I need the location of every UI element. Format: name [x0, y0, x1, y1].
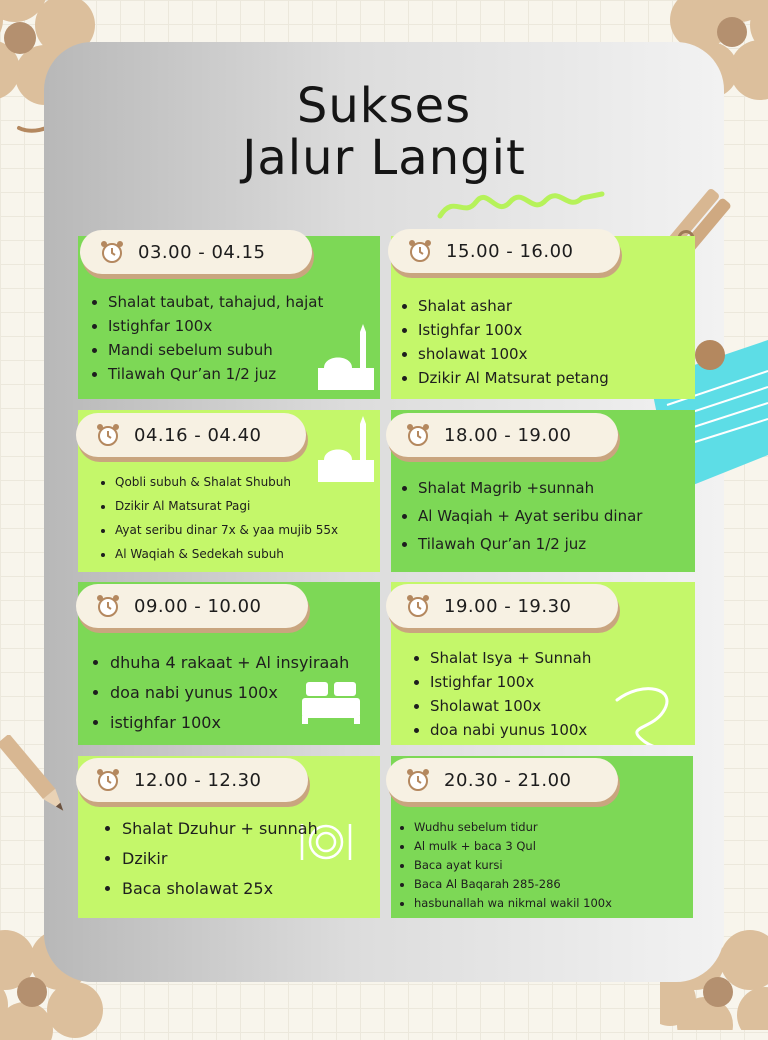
- activity-list: [86, 648, 402, 738]
- activity-list: [394, 474, 716, 558]
- time-range: 15.00 - 16.00: [446, 240, 574, 262]
- alarm-clock-icon: [96, 594, 120, 618]
- list-item: • Istighfar 100x: [430, 670, 716, 694]
- activity-list: [91, 470, 400, 566]
- activity-list: [98, 814, 402, 904]
- list-item: • Ayat seribu dinar 7x & yaa mujib 55x: [115, 518, 400, 542]
- alarm-clock-icon: [96, 768, 120, 792]
- list-item: • Dzikir Al Matsurat Pagi: [115, 494, 400, 518]
- list-item: • Qobli subuh & Shalat Shubuh: [115, 470, 400, 494]
- list-item: • sholawat 100x: [418, 342, 713, 366]
- list-item: • Wudhu sebelum tidur: [414, 818, 714, 837]
- list-item: • Shalat Dzuhur + sunnah: [122, 814, 402, 844]
- alarm-clock-icon: [408, 239, 432, 263]
- time-range: 20.30 - 21.00: [444, 769, 572, 791]
- time-range: 09.00 - 10.00: [134, 595, 262, 617]
- list-item: • Mandi sebelum subuh: [108, 338, 398, 362]
- activity-list: [394, 294, 713, 390]
- list-item: • Shalat Magrib +sunnah: [418, 474, 716, 502]
- list-item: • Dzikir: [122, 844, 402, 874]
- list-item: • Al Waqiah & Sedekah subuh: [115, 542, 400, 566]
- list-item: • Istighfar 100x: [418, 318, 713, 342]
- list-item: • Istighfar 100x: [108, 314, 398, 338]
- list-item: • Tilawah Qur’an 1/2 juz: [108, 362, 398, 386]
- time-pill-2030: [386, 758, 618, 802]
- list-item: • Tilawah Qur’an 1/2 juz: [418, 530, 716, 558]
- list-item: • Sholawat 100x: [430, 694, 716, 718]
- list-item: • Baca Al Baqarah 285-286: [414, 875, 714, 894]
- alarm-clock-icon: [100, 240, 124, 264]
- activity-list: [390, 818, 714, 913]
- page-title-line1: Sukses: [296, 78, 472, 134]
- time-pill-1500: [388, 229, 620, 273]
- alarm-clock-icon: [96, 423, 120, 447]
- time-pill-0416: [76, 413, 306, 457]
- list-item: • Al Waqiah + Ayat seribu dinar: [418, 502, 716, 530]
- activity-list: [84, 290, 398, 386]
- alarm-clock-icon: [406, 423, 430, 447]
- list-item: • Baca sholawat 25x: [122, 874, 402, 904]
- list-item: • dhuha 4 rakaat + Al insyiraah: [110, 648, 402, 678]
- list-item: • Dzikir Al Matsurat petang: [418, 366, 713, 390]
- list-item: • Al mulk + baca 3 Qul: [414, 837, 714, 856]
- alarm-clock-icon: [406, 768, 430, 792]
- time-pill-1200: [76, 758, 308, 802]
- pencil-decoration: [0, 735, 70, 820]
- time-pill-1800: [386, 413, 618, 457]
- alarm-clock-icon: [406, 594, 430, 618]
- list-item: • Shalat taubat, tahajud, hajat: [108, 290, 398, 314]
- time-range: 12.00 - 12.30: [134, 769, 262, 791]
- time-range: 19.00 - 19.30: [444, 595, 572, 617]
- time-range: 03.00 - 04.15: [138, 241, 266, 263]
- list-item: • doa nabi yunus 100x: [430, 718, 716, 742]
- time-range: 04.16 - 04.40: [134, 424, 262, 446]
- list-item: • Baca ayat kursi: [414, 856, 714, 875]
- list-item: • hasbunallah wa nikmal wakil 100x: [414, 894, 714, 913]
- time-pill-0900: [76, 584, 308, 628]
- time-range: 18.00 - 19.00: [444, 424, 572, 446]
- list-item: • Shalat Isya + Sunnah: [430, 646, 716, 670]
- page-title-line2: Jalur Langit: [242, 130, 526, 186]
- squiggle-decoration: [436, 188, 606, 224]
- time-pill-0300: [80, 230, 312, 274]
- activity-list: [406, 646, 716, 742]
- list-item: • doa nabi yunus 100x: [110, 678, 402, 708]
- list-item: • istighfar 100x: [110, 708, 402, 738]
- list-item: • Shalat ashar: [418, 294, 713, 318]
- time-pill-1900: [386, 584, 618, 628]
